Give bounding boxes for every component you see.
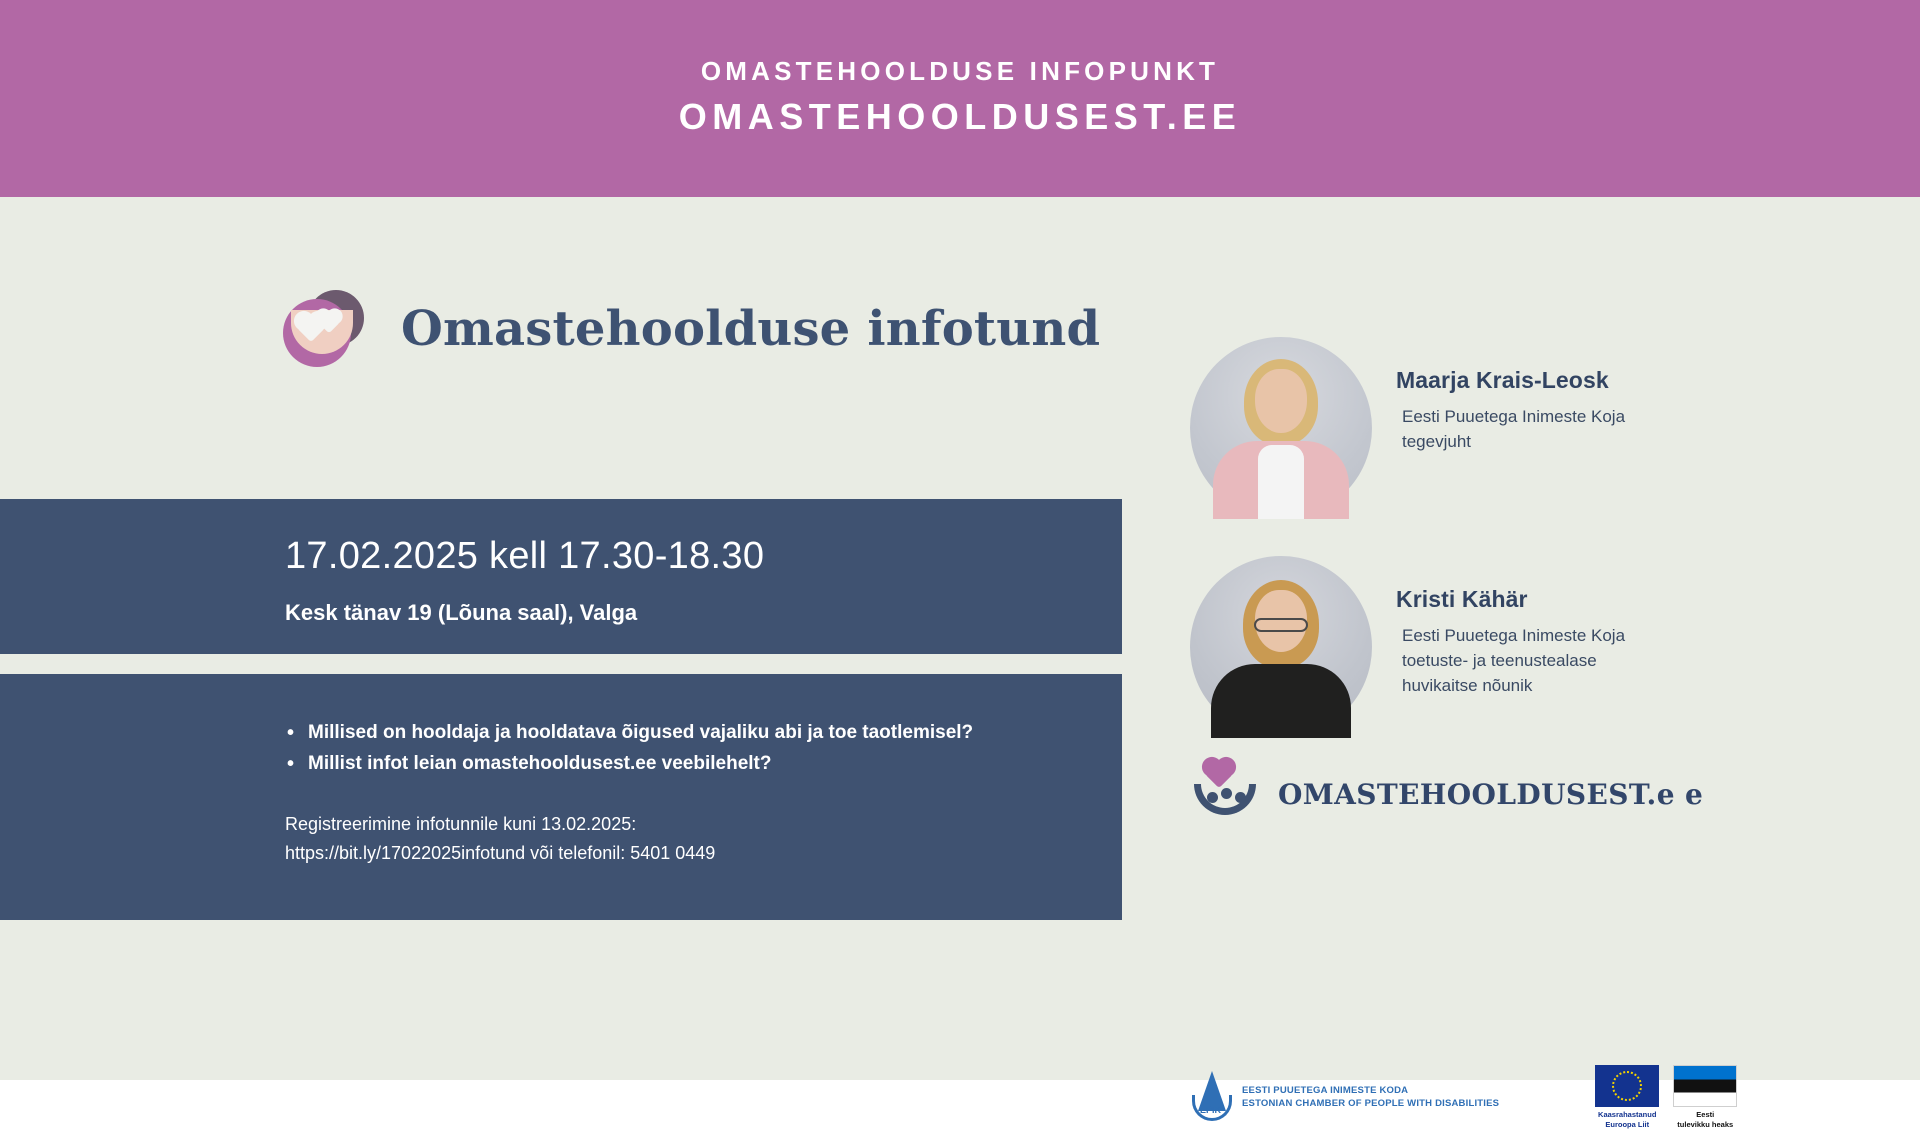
epik-mark-text: EPIK [1200,1105,1222,1116]
estonia-logo [1673,1065,1737,1130]
event-when-block [0,499,1122,654]
header-title: OMASTEHOOLDUSEST.EE [678,96,1242,138]
omastehooldusest-logo-icon [1190,762,1264,826]
speaker-name: Kristi Kähär [1396,586,1528,612]
speaker-card [1190,337,1750,519]
event-location: Kesk tänav 19 (Lõuna saal), Valga [285,600,638,625]
brand-lockup [1190,762,1703,826]
partner-logos [1190,1065,1737,1130]
page-title: Omastehoolduse infotund [401,301,1101,357]
speaker-info [1372,337,1666,455]
speaker-card [1190,556,1750,738]
epik-mark-icon [1190,1069,1234,1125]
list-item: • Millist infot leian omastehooldusest.ee veebilehelt? [285,749,1122,780]
epik-name-et: EESTI PUUETEGA INIMESTE KODA [1242,1085,1409,1097]
epik-name-en: ESTONIAN CHAMBER OF PEOPLE WITH DISABILITIES [1242,1098,1500,1110]
epik-logo [1190,1069,1499,1125]
estonia-flag-icon [1673,1065,1737,1107]
epik-text [1242,1085,1499,1109]
avatar [1190,337,1372,519]
eu-flag-icon [1595,1065,1659,1107]
eu-logo [1595,1065,1659,1130]
event-datetime: 17.02.2025 kell 17.30-18.30 [285,535,765,577]
topics-list [285,718,1122,780]
header-band [0,0,1920,197]
header-kicker: OMASTEHOOLDUSE INFOPUNKT [700,56,1220,87]
speakers-list [1190,337,1750,775]
registration-link-line[interactable]: https://bit.ly/17022025infotund või telefonil: 5401 0449 [285,843,716,864]
speaker-role: Eesti Puuetega Inimeste Koja toetuste- ja teenustealase huvikaitse nõunik [1402,626,1626,695]
body-area [0,197,1920,1129]
list-item: • Millised on hooldaja ja hooldatava õigused vajaliku abi ja toe taotlemisel? [285,718,1122,749]
speaker-info [1372,556,1666,698]
speaker-role: Eesti Puuetega Inimeste Koja tegevjuht [1402,407,1626,451]
hands-holding-hearts-icon [283,288,365,370]
estonia-caption: Eesti tulevikku heaks [1677,1110,1734,1129]
registration-info [285,810,1122,869]
event-details-block [0,674,1122,920]
registration-line: Registreerimine infotunnile kuni 13.02.2025: [285,813,637,834]
title-row [283,288,1100,370]
avatar [1190,556,1372,738]
funding-logos [1595,1065,1737,1130]
speaker-name: Maarja Krais-Leosk [1396,367,1609,393]
brand-wordmark: OMASTEHOOLDUSEST.e e [1278,777,1704,811]
eu-caption: Kaasrahastanud Euroopa Liit [1598,1110,1657,1129]
